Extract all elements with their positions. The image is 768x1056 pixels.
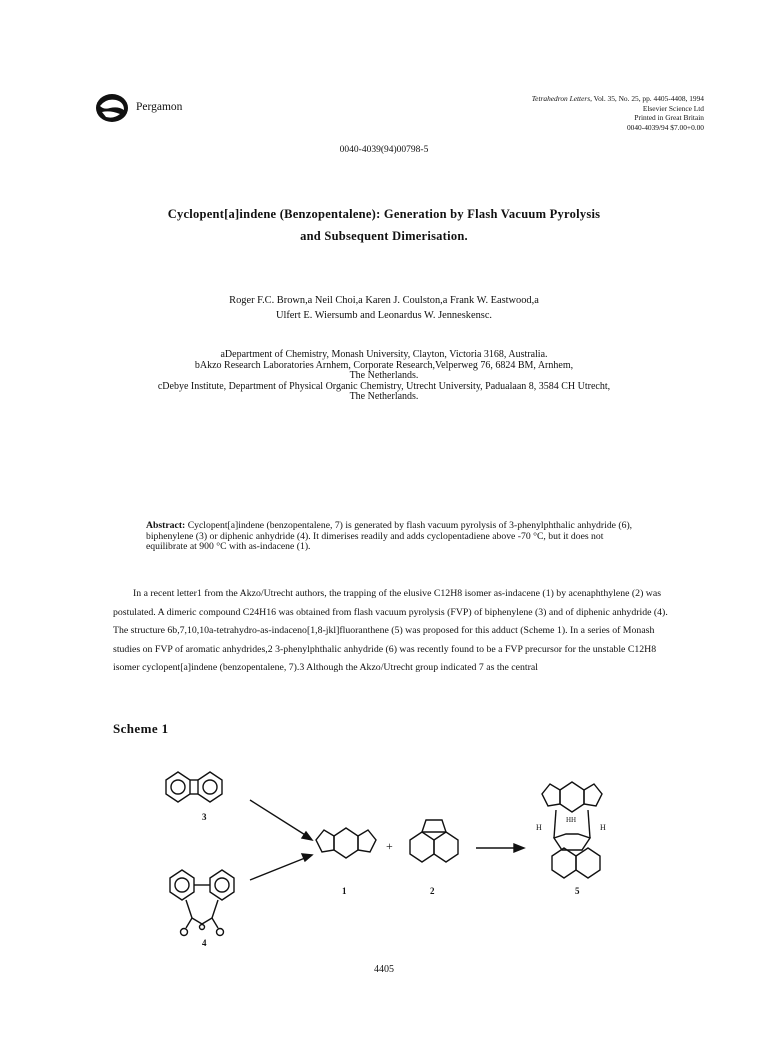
publisher-name: Pergamon (136, 101, 183, 113)
abstract (146, 521, 646, 553)
title-line-2: and Subsequent Dimerisation. (300, 229, 468, 243)
label-compound-1: 1 (342, 886, 347, 896)
reaction-arrow (476, 844, 524, 852)
arrow-from-3 (250, 800, 312, 840)
diphenic-anhydride-structure (170, 870, 234, 936)
dimer-structure (542, 782, 602, 878)
label-compound-4: 4 (202, 938, 207, 948)
label-hh: HH (566, 816, 577, 824)
arrow-from-4 (250, 854, 312, 880)
affiliation-a: aDepartment of Chemistry, Monash University, Clayton, Victoria 3168, Australia. (220, 349, 548, 360)
plus-sign: + (386, 839, 393, 853)
scheme-1-diagram (150, 760, 620, 960)
journal-line-printed: Printed in Great Britain (634, 113, 704, 123)
paper-title (80, 203, 688, 247)
page-number: 4405 (374, 964, 394, 975)
abstract-text: Cyclopent[a]indene (benzopentalene, 7) is generated by flash vacuum pyrolysis of 3-phenylphthalic anhydride (6), biphenylene (3) or diphenic anhydride (4). It dimerises readily and adds cyclopentadiene above -70 °C, but it does not equilibrate at 900 °C with as-indacene (1). (146, 520, 633, 553)
affiliation-c-line-1: cDebye Institute, Department of Physical Organic Chemistry, Utrecht University, Padualaan 8, 3584 CH Utrecht, (157, 380, 611, 392)
affiliations (30, 350, 738, 403)
label-h-right: H (600, 823, 606, 832)
title-line-1: Cyclopent[a]indene (Benzopentalene): Generation by Flash Vacuum Pyrolysis (167, 207, 601, 221)
authors-line-1: Roger F.C. Brown,a Neil Choi,a Karen J. Coulston,a Frank W. Eastwood,a (229, 295, 539, 306)
journal-line-code: 0040-4039/94 $7.00+0.00 (626, 122, 704, 132)
biphenylene-structure (166, 772, 222, 802)
doi: 0040-4039(94)00798-5 (339, 145, 429, 155)
label-h-left: H (536, 823, 542, 832)
journal-name: Tetrahedron Letters (531, 94, 591, 103)
abstract-label: Abstract: (146, 520, 186, 531)
journal-citation (532, 94, 704, 132)
authors (80, 293, 688, 323)
body-paragraph: In a recent letter1 from the Akzo/Utrecht authors, the trapping of the elusive C12H8 isomer as-indacene (1) by acenaphthylene (2) was postulated. A dimeric compound C24H16 was obtained from flash vacuum pyrolysis (FVP) of biphenylene (3) and of diphenic anhydride (4). The structure 6b,7,10,10a-tetrahydro-as-indaceno[1,8-jkl]fluoranthene (5) was proposed for this adduct (Scheme 1). In a series of Monash studies on FVP of aromatic anhydrides,2 3-phenylphthalic anhydride (6) was recently found to be a FVP precursor for the unstable C12H8 isomer cyclopent[a]indene (benzopentalene, 7).3 Although the Akzo/Utrecht group indicated 7 as the central (113, 588, 668, 674)
label-compound-2: 2 (430, 886, 435, 896)
affiliation-b-line-2: The Netherlands. (349, 370, 419, 382)
affiliation-b-line-1: bAkzo Research Laboratories Arnhem, Corporate Research,Velperweg 76, 6824 BM, Arnhem, (194, 359, 574, 371)
scheme-title: Scheme 1 (113, 721, 169, 736)
label-compound-3: 3 (202, 812, 207, 822)
affiliation-c-line-2: The Netherlands. (349, 391, 419, 403)
journal-line-publisher: Elsevier Science Ltd (642, 103, 704, 113)
authors-line-2: Ulfert E. Wiersumb and Leonardus W. Jenneskensc. (275, 310, 493, 321)
label-compound-5: 5 (575, 886, 580, 896)
acenaphthylene-structure (410, 820, 458, 862)
pergamon-logo (94, 92, 130, 124)
journal-volume: , Vol. 35, No. 25, pp. 4405-4408, 1994 (590, 94, 704, 103)
as-indacene-structure (316, 828, 376, 858)
